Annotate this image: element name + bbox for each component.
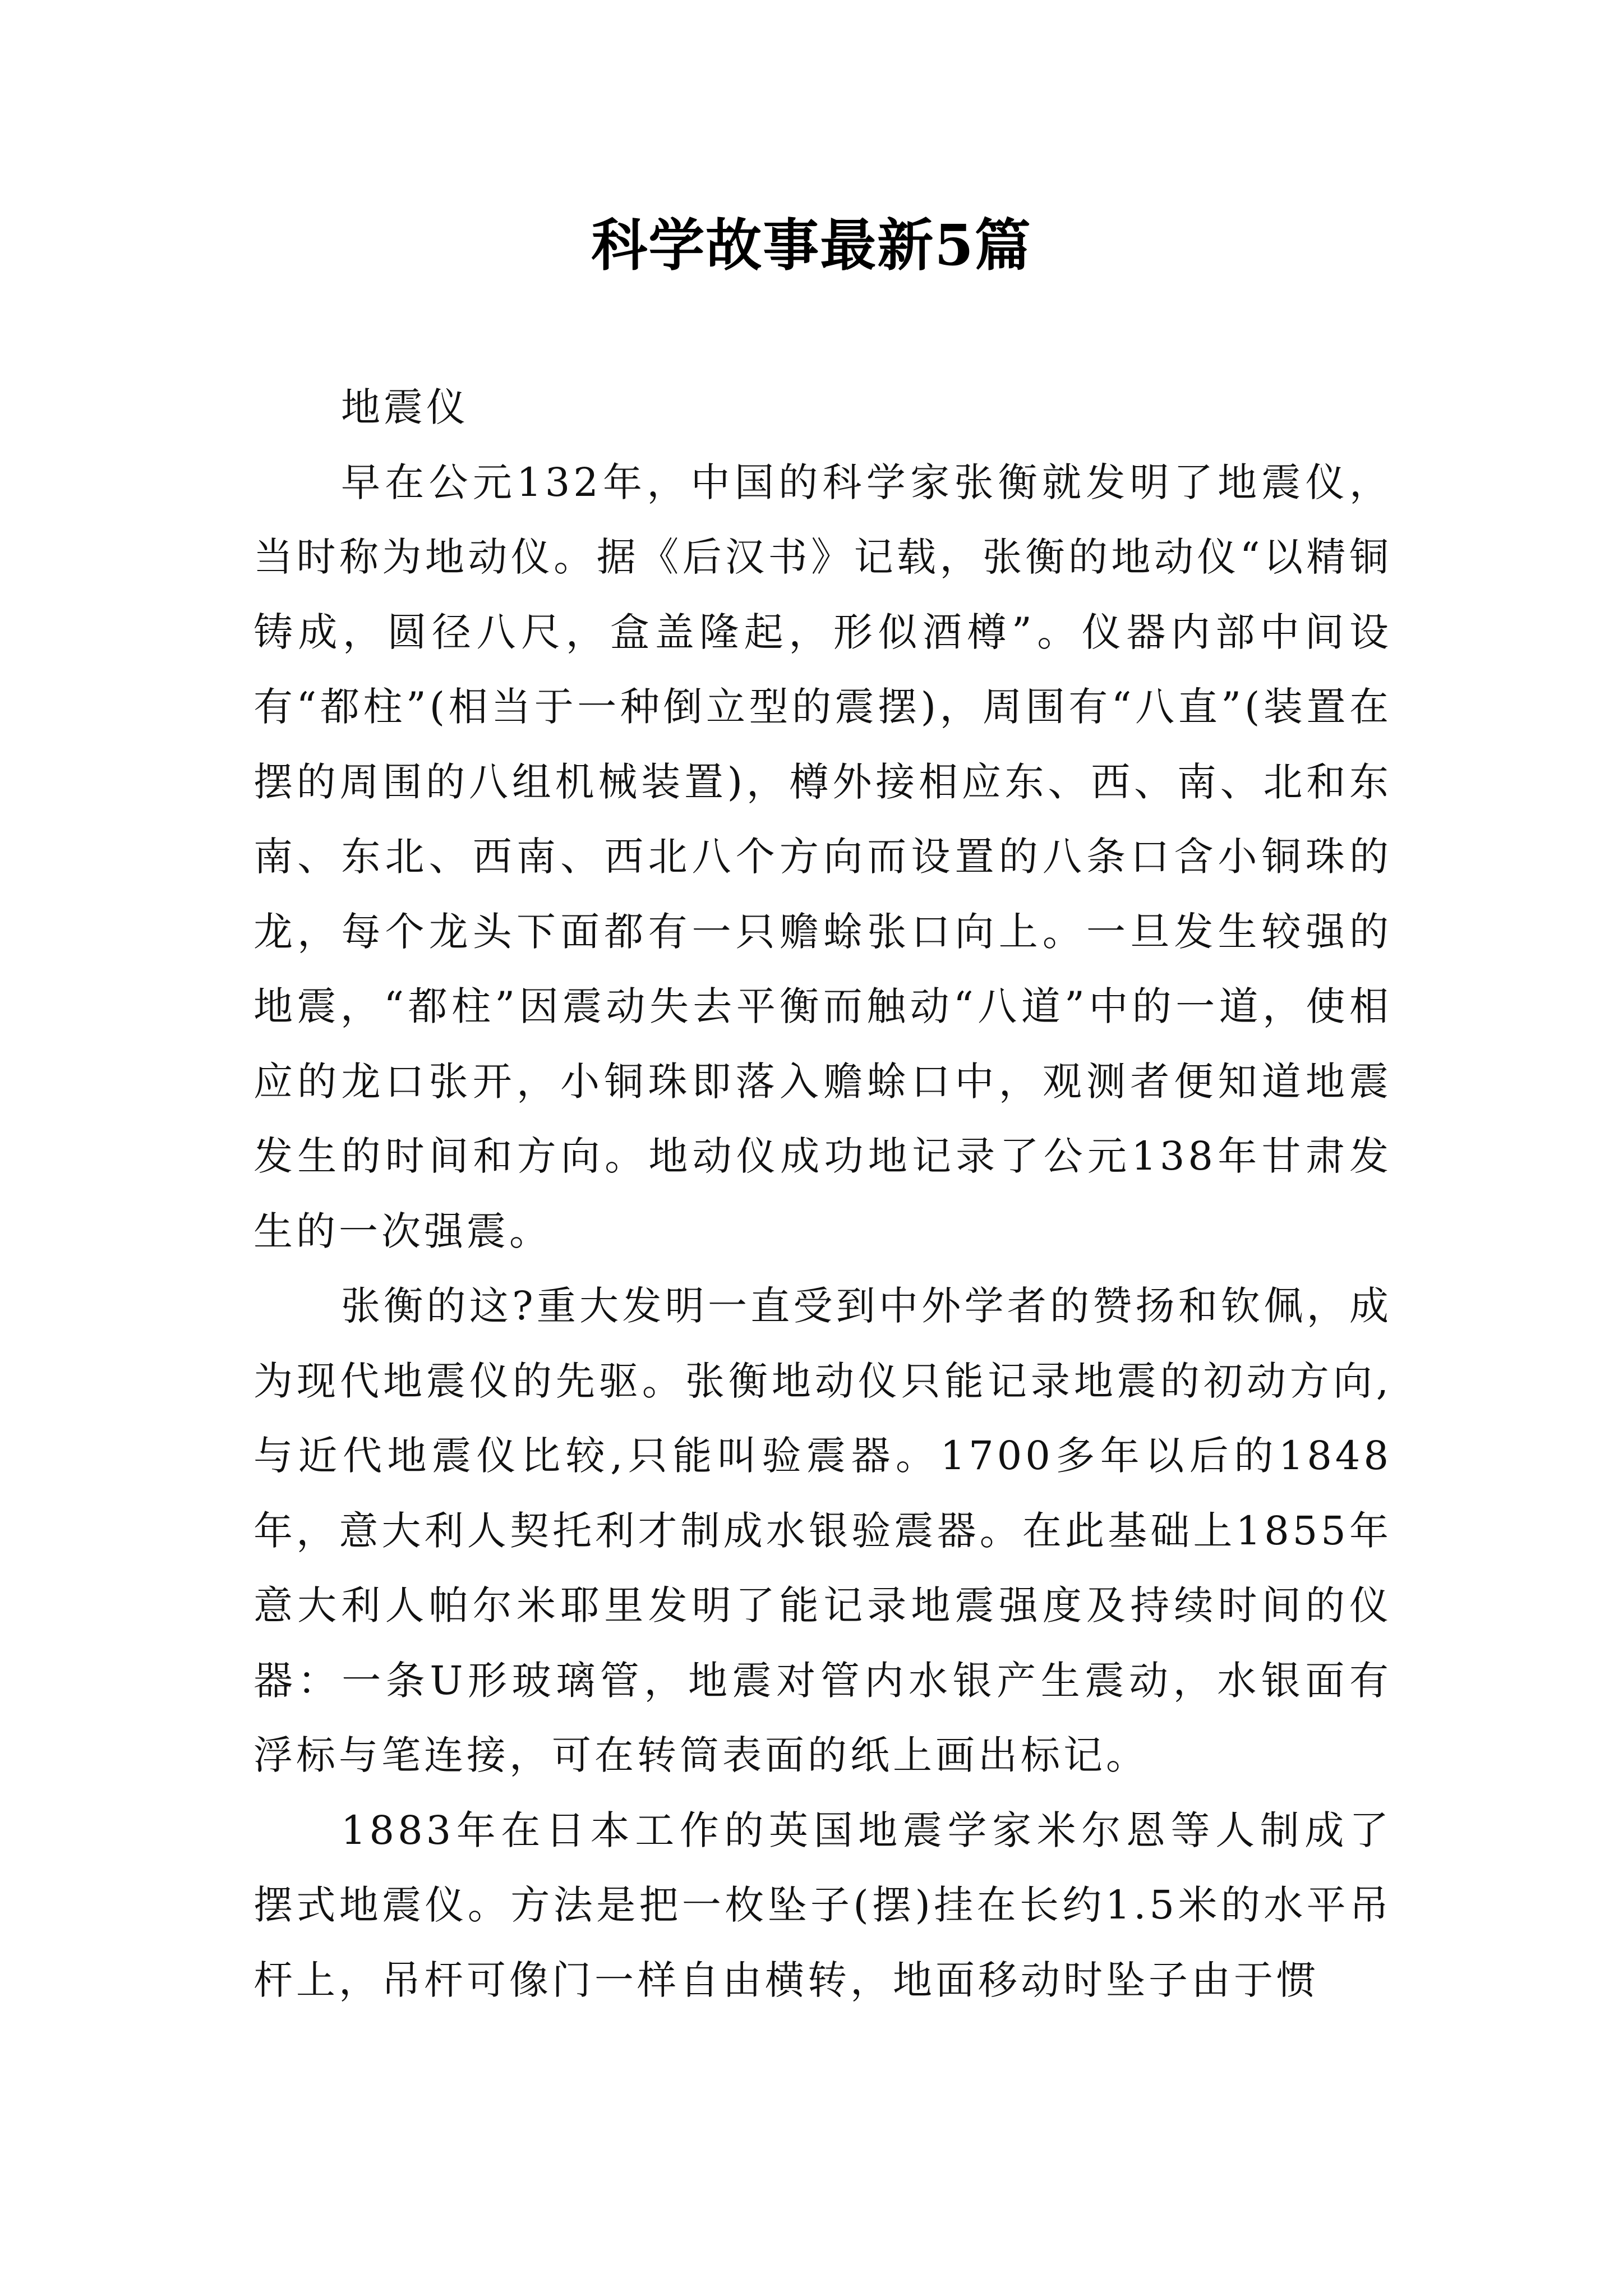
section-heading: 地震仪 — [341, 384, 469, 430]
paragraph: 1883年在日本工作的英国地震学家米尔恩等人制成了摆式地震仪。方法是把一枚坠子(摆)挂在长约1.5米的水平吊杆上，吊杆可像门一样自由横转，地面移动时坠子由于惯 — [253, 1807, 1392, 2003]
document-title: 科学故事最新5篇 — [591, 212, 1032, 278]
paragraph: 张衡的这?重大发明一直受到中外学者的赞扬和钦佩，成为现代地震仪的先驱。张衡地动仪只能记录地震的初动方向,与近代地震仪比较,只能叫验震器。1700多年以后的1848年，意大利人契托利才制成水银验震器。在此基础上1855年意大利人帕尔米耶里发明了能记录地震强度及持续时间的仪器：一条U形玻璃管，地震对管内水银产生震动，水银面有浮标与笔连接，可在转筒表面的纸上画出标记。 — [253, 1283, 1392, 1778]
paragraph: 早在公元132年，中国的科学家张衡就发明了地震仪，当时称为地动仪。据《后汉书》记载，张衡的地动仪“以精铜铸成，圆径八尺，盒盖隆起，形似酒樽”。仪器内部中间设有“都柱”(相当于一种倒立型的震摆)，周围有“八直”(装置在摆的周围的八组机械装置)，樽外接相应东、西、南、北和东南、东北、西南、西北八个方向而设置的八条口含小铜珠的龙，每个龙头下面都有一只赡蜍张口向上。一旦发生较强的地震，“都柱”因震动失去平衡而触动“八道”中的一道，使相应的龙口张开，小铜珠即落入赡蜍口中，观测者便知道地震发生的时间和方向。地动仪成功地记录了公元138年甘肃发生的一次强震。 — [253, 459, 1392, 1254]
document-body — [253, 370, 1392, 2018]
